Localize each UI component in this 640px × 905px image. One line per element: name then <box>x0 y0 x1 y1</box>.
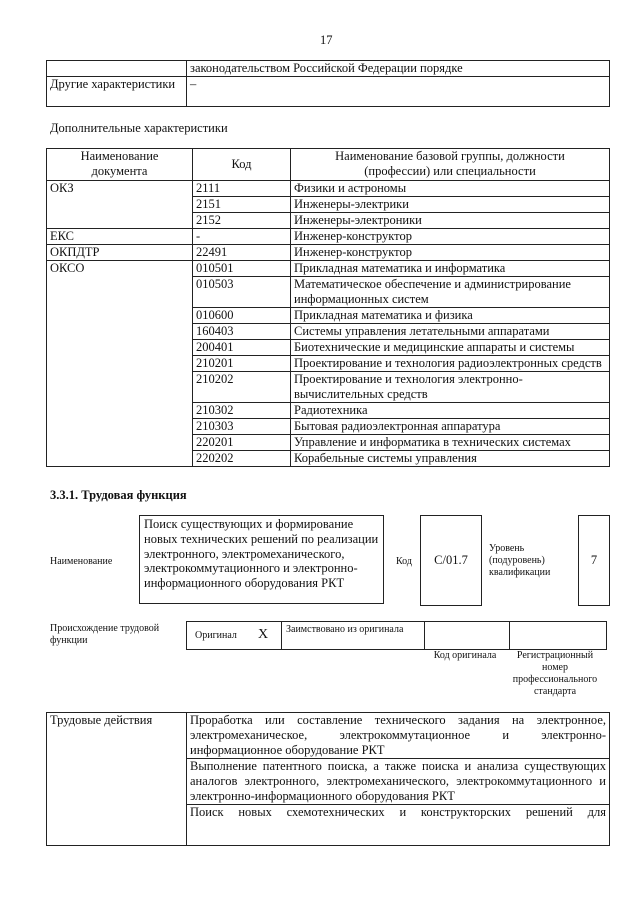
code-cell: 2152 <box>193 213 291 229</box>
doc-cell: ОКСО <box>47 261 193 467</box>
name-cell: Корабельные системы управления <box>291 451 610 467</box>
name-cell: Системы управления летательными аппаратами <box>291 324 610 340</box>
code-original-caption: Код оригинала <box>433 650 497 661</box>
code-cell: 200401 <box>193 340 291 356</box>
code-cell: 210201 <box>193 356 291 372</box>
origin-label: Происхождение трудовой функции <box>50 623 160 646</box>
cell: – <box>187 77 610 107</box>
name-cell: Физики и астрономы <box>291 181 610 197</box>
name-cell: Инженер-конструктор <box>291 245 610 261</box>
table-row <box>47 245 610 261</box>
level-value: 7 <box>578 515 610 606</box>
original-label: Оригинал <box>195 630 237 641</box>
name-cell: Прикладная математика и информатика <box>291 261 610 277</box>
name-cell: Проектирование и технология радиоэлектронных средств <box>291 356 610 372</box>
name-cell: Инженер-конструктор <box>291 229 610 245</box>
code-cell: 220201 <box>193 435 291 451</box>
page-number: 17 <box>320 33 333 47</box>
code-cell: 010501 <box>193 261 291 277</box>
doc-cell: ОКЗ <box>47 181 193 229</box>
extra-title: Дополнительные характеристики <box>50 121 228 135</box>
code-value: C/01.7 <box>420 515 482 606</box>
action-item: Проработка или составление технического задания на электронное, электромеханическое, электрокоммутационное и электронно-информационное оборудование РКТ <box>187 713 610 759</box>
cell: законодательством Российской Федерации порядке <box>187 61 610 77</box>
cell: Другие характеристики <box>47 77 187 107</box>
top-table <box>46 60 610 107</box>
code-cell: 210202 <box>193 372 291 403</box>
doc-cell: ЕКС <box>47 229 193 245</box>
header-cell: Наименование базовой группы, должности (профессии) или специальности <box>291 149 610 181</box>
code-cell: 210303 <box>193 419 291 435</box>
action-item: Выполнение патентного поиска, а также поиска и анализа существующих аналогов электронного, электромеханического, электрокоммутационного и электронно-информационного оборудования РКТ <box>187 759 610 805</box>
code-label: Код <box>396 556 412 567</box>
code-cell: 010600 <box>193 308 291 324</box>
origin-box <box>186 621 607 650</box>
code-cell: 210302 <box>193 403 291 419</box>
code-cell: 2151 <box>193 197 291 213</box>
code-cell: 010503 <box>193 277 291 308</box>
name-cell: Управление и информатика в технических системах <box>291 435 610 451</box>
code-cell: - <box>193 229 291 245</box>
actions-label: Трудовые действия <box>47 713 187 846</box>
code-cell: 2111 <box>193 181 291 197</box>
labor-actions-table <box>46 712 610 846</box>
name-cell: Инженеры-электрики <box>291 197 610 213</box>
name-cell: Математическое обеспечение и администрирование информационных систем <box>291 277 610 308</box>
original-mark: X <box>258 627 269 642</box>
header-cell: Код <box>193 149 291 181</box>
name-cell: Бытовая радиоэлектронная аппаратура <box>291 419 610 435</box>
table-row <box>47 181 610 197</box>
level-label: Уровень (подуровень) квалификации <box>489 543 551 578</box>
section-title: 3.3.1. Трудовая функция <box>50 488 187 502</box>
reg-number-caption: Регистрационный номер профессионального стандарта <box>512 650 598 697</box>
code-cell: 160403 <box>193 324 291 340</box>
name-cell: Прикладная математика и физика <box>291 308 610 324</box>
doc-cell: ОКПДТР <box>47 245 193 261</box>
table-row <box>47 261 610 277</box>
name-cell: Биотехнические и медицинские аппараты и системы <box>291 340 610 356</box>
name-cell: Проектирование и технология электронно-вычислительных средств <box>291 372 610 403</box>
action-item: Поиск новых схемотехнических и конструкторских решений для <box>187 805 610 846</box>
name-label: Наименование <box>50 556 113 567</box>
borrowed-label: Заимствовано из оригинала <box>286 624 404 635</box>
header-cell: Наименование документа <box>47 149 193 181</box>
name-cell: Инженеры-электроники <box>291 213 610 229</box>
code-cell: 22491 <box>193 245 291 261</box>
table-row <box>47 229 610 245</box>
name-cell: Радиотехника <box>291 403 610 419</box>
extra-characteristics-table <box>46 148 610 467</box>
function-name-box: Поиск существующих и формирование новых технических решений по реализации электронного, электромеханического, электрокоммутационного и электронно-информационного оборудования РКТ <box>139 515 384 604</box>
code-cell: 220202 <box>193 451 291 467</box>
